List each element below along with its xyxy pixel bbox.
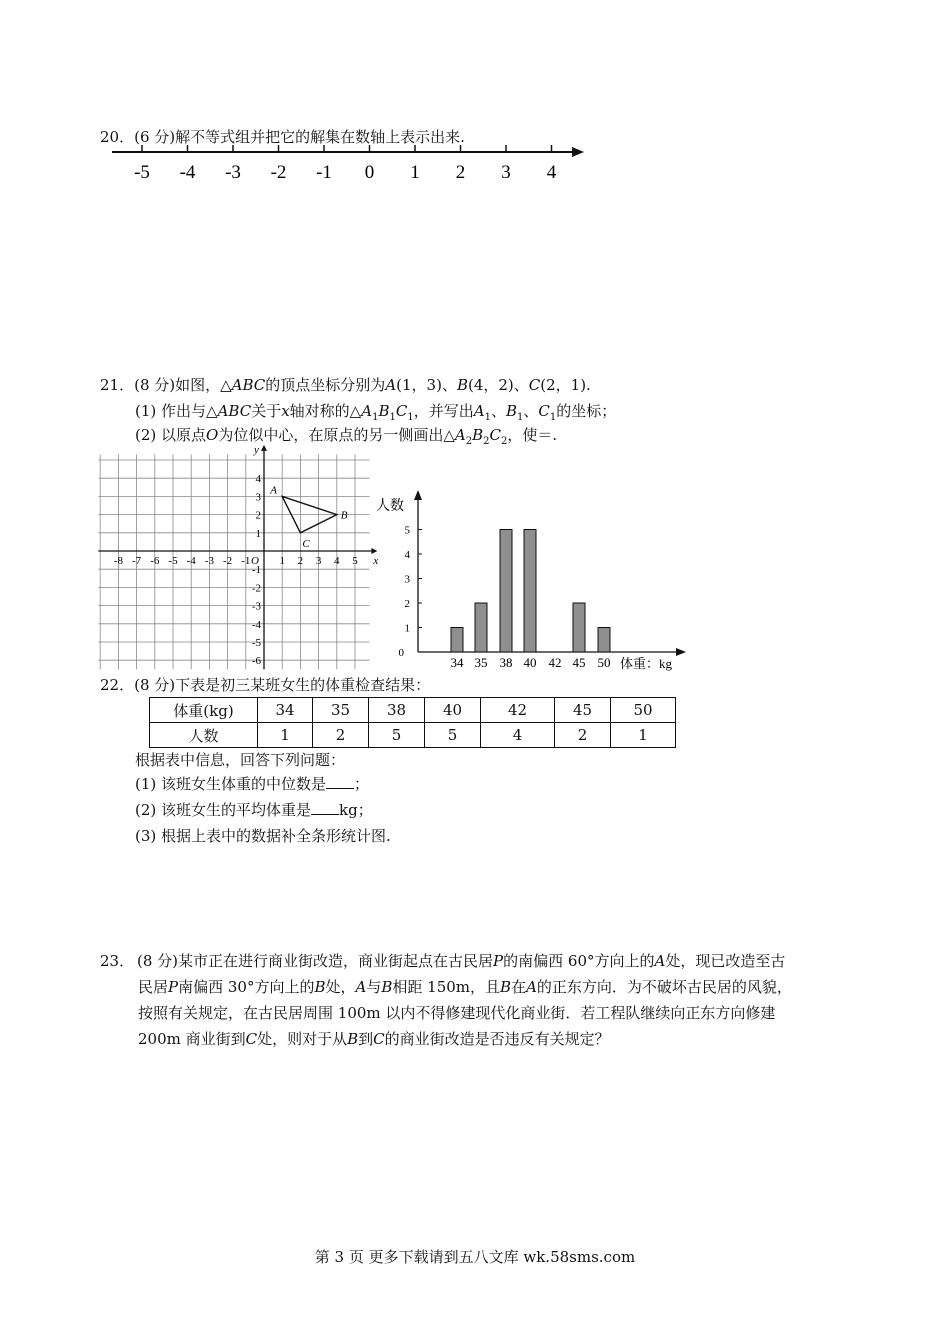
q22-intro: 根据表中信息，回答下列问题：	[135, 751, 346, 769]
table-header-count: 人数	[150, 723, 258, 748]
y-tick-label: -1	[251, 564, 261, 577]
origin-label: O	[251, 555, 259, 567]
q23-t2: 的南偏西 60°方向上的	[503, 952, 655, 970]
question-23	[138, 948, 798, 1052]
number-line-label: 4	[546, 162, 557, 183]
chart-x-label: 体重：kg	[620, 656, 673, 671]
triangle-vertex-label: A	[270, 484, 277, 497]
q23-p2: P	[168, 978, 179, 996]
q21-p2-c2: C	[489, 426, 501, 444]
table-cell: 45	[555, 698, 611, 723]
q21-p1-rb: B	[505, 402, 517, 420]
q21-p1-a1: A	[361, 402, 373, 420]
x-tick-label: -5	[168, 555, 178, 567]
q21-pc: C	[528, 376, 541, 394]
table-cell: 38	[369, 698, 425, 723]
x-tick-label: -6	[150, 555, 160, 567]
chart-y-tick-label: 2	[404, 598, 410, 610]
q22-p2-end: kg；	[339, 801, 373, 819]
q21-p1-c1: C	[395, 402, 408, 420]
number-line	[100, 140, 590, 190]
q21-p1-sub3: 1	[407, 412, 414, 423]
chart-bar	[524, 530, 536, 653]
y-tick-label: 3	[255, 491, 261, 504]
q23-score: (8 分)	[137, 952, 179, 970]
chart-bar	[598, 628, 610, 653]
x-tick-label: 2	[297, 555, 304, 567]
page-footer: 第 3 页 更多下载请到五八文库 wk.58sms.com	[314, 1248, 636, 1266]
q23-t1: 某市正在进行商业街改造，商业街起点在古民居	[178, 952, 494, 970]
chart-y-tick-label: 5	[404, 524, 410, 537]
chart-x-tick-label: 40	[523, 655, 537, 670]
q23-t12: 的商业街改造是否违反有关规定？	[384, 1030, 610, 1048]
q23-b2: B	[381, 978, 393, 996]
q23-a3: A	[526, 978, 537, 996]
q22-p1-text: (1) 该班女生体重的中位数是	[135, 775, 327, 793]
number-line-label: -4	[179, 162, 196, 183]
q21-p1-sep1: 、	[490, 402, 506, 420]
q23-t11: 到	[358, 1030, 374, 1048]
q22-part-2	[135, 799, 373, 821]
number-line-arrow-icon	[572, 147, 584, 157]
table-cell: 4	[481, 723, 555, 748]
q23-a1: A	[654, 952, 666, 970]
q21-p1-ra: A	[473, 402, 485, 420]
x-tick-label: 3	[315, 555, 322, 567]
x-tick-label: 5	[352, 555, 358, 567]
q21-abc: ABC	[231, 376, 266, 394]
y-tick-label: 4	[255, 473, 261, 486]
bar-chart	[372, 486, 692, 674]
q23-a2: A	[355, 978, 367, 996]
q23-t10: 处，则对于从	[257, 1030, 348, 1048]
q23-t8: 在	[511, 978, 527, 996]
q23-t4: 南偏西 30°方向上的	[178, 978, 315, 996]
number-line-label: 0	[364, 162, 375, 183]
q20-score: (6 分)	[134, 128, 176, 146]
y-tick-label: -3	[251, 600, 261, 613]
q23-t6: 与	[366, 978, 382, 996]
q21-p1-rsub1: 1	[484, 412, 491, 423]
q21-p2-sub2: 2	[483, 436, 490, 447]
q21-p1-sep2: 、	[523, 402, 539, 420]
q21-p2-a: (2) 以原点	[135, 426, 207, 444]
q21-p1-rc: C	[538, 402, 550, 420]
q21-p1-b1: B	[378, 402, 390, 420]
q20-number: 20．	[100, 128, 135, 146]
q23-b3: B	[500, 978, 512, 996]
q21-p2-b: 为位似中心，在原点的另一侧画出△	[218, 426, 455, 444]
q21-p1-rsub2: 1	[516, 412, 524, 423]
q21-intro-a: 如图，△	[175, 376, 232, 394]
chart-x-tick-label: 42	[548, 655, 562, 670]
q21-p1-sub2: 1	[389, 412, 396, 423]
chart-y-arrow-icon	[414, 490, 422, 500]
answer-blank[interactable]	[326, 774, 354, 789]
q21-p1-a: (1) 作出与△	[135, 402, 218, 420]
q23-b4: B	[347, 1030, 359, 1048]
x-tick-label: 4	[334, 555, 340, 567]
q23-b1: B	[314, 978, 326, 996]
y-tick-label: -6	[251, 655, 261, 668]
q21-number: 21．	[100, 376, 135, 394]
weight-table	[149, 697, 676, 748]
q21-pc-coord: (2，1).	[540, 376, 591, 394]
table-cell: 35	[313, 698, 369, 723]
triangle-vertex-label: B	[340, 509, 348, 522]
table-cell: 1	[611, 723, 676, 748]
q23-c1: C	[245, 1030, 258, 1048]
q21-p1-abc: ABC	[217, 402, 252, 420]
x-tick-label: 1	[279, 555, 285, 567]
y-tick-label: -4	[251, 618, 261, 631]
number-line-label: -3	[225, 162, 241, 183]
y-axis-arrow-icon	[261, 445, 267, 451]
x-tick-label: -3	[204, 555, 214, 567]
q22-p2-text: (2) 该班女生的平均体重是	[135, 801, 312, 819]
q21-p2-sub1: 2	[465, 436, 473, 447]
chart-x-tick-label: 38	[499, 655, 513, 670]
table-row-weights	[150, 698, 676, 723]
chart-x-tick-label: 35	[474, 655, 488, 670]
q22-score: (8 分)	[134, 676, 176, 694]
chart-bar	[451, 628, 463, 653]
chart-x-arrow-icon	[676, 648, 686, 656]
table-cell: 2	[313, 723, 369, 748]
y-tick-label: -5	[251, 637, 261, 649]
x-tick-label: -8	[113, 555, 123, 567]
q21-p2-sub3: 2	[501, 436, 508, 447]
chart-bar	[500, 530, 512, 653]
number-line-label: -2	[270, 162, 287, 183]
q21-p2-o: O	[206, 426, 219, 444]
q21-p1-x: x	[281, 402, 290, 420]
chart-y-tick-label: 0	[398, 647, 404, 659]
q21-score: (8 分)	[134, 376, 176, 394]
chart-y-tick-label: 3	[404, 573, 410, 586]
table-cell: 40	[425, 698, 481, 723]
q23-t7: 相距 150m，且	[392, 978, 501, 996]
q20-text: 解不等式组并把它的解集在数轴上表示出来.	[175, 128, 465, 146]
coordinate-grid	[98, 445, 388, 673]
y-tick-label: 1	[255, 527, 261, 540]
number-line-label: 3	[501, 162, 511, 183]
table-cell: 5	[369, 723, 425, 748]
q21-pb: B	[456, 376, 468, 394]
y-axis-label: y	[254, 445, 259, 456]
chart-x-tick-label: 34	[450, 655, 464, 670]
table-cell: 1	[258, 723, 313, 748]
answer-blank[interactable]	[311, 800, 339, 815]
q23-c2: C	[373, 1030, 385, 1048]
q21-p2-b2: B	[472, 426, 484, 444]
table-header-weight: 体重(kg)	[150, 698, 258, 723]
q21-p1-b: 关于	[251, 402, 282, 420]
table-row-counts	[150, 723, 676, 748]
q22-part-3: (3) 根据上表中的数据补全条形统计图.	[135, 827, 391, 845]
chart-y-tick-label: 4	[404, 549, 410, 561]
q23-number: 23．	[100, 952, 135, 970]
q22-text: 下表是初三某班女生的体重检查结果：	[175, 676, 431, 694]
q22-p1-end: ；	[354, 775, 370, 793]
q23-t3: 处，现已改造至古民居	[138, 952, 786, 996]
q23-t5: 处，	[325, 978, 356, 996]
q23-label	[100, 948, 134, 974]
q23-t9: 的正东方向．为不破坏古民居的风貌，按照有关规定，在古民居周围 100m 以内不得修建现代化商业街．若工程队继续向正东方向修建 200m 商业街到	[138, 978, 792, 1048]
chart-bar	[475, 603, 487, 652]
q21-p1-sub1: 1	[372, 412, 379, 423]
q21-p2-a2: A	[454, 426, 466, 444]
table-cell: 34	[258, 698, 313, 723]
x-tick-label: -1	[241, 555, 251, 567]
number-line-label: 2	[455, 162, 466, 183]
table-cell: 2	[555, 723, 611, 748]
q21-pb-coord: (4，2)、	[467, 376, 529, 394]
number-line-label: -5	[134, 162, 150, 183]
triangle-vertex-label: C	[302, 537, 310, 550]
q22-part-1	[135, 773, 369, 795]
question-21	[100, 374, 591, 396]
table-cell: 50	[611, 698, 676, 723]
q23-p1: P	[493, 952, 504, 970]
q22-number: 22．	[100, 676, 135, 694]
x-tick-label: -2	[223, 555, 233, 567]
q21-pa: A	[385, 376, 397, 394]
x-tick-label: -7	[132, 555, 142, 567]
q21-p1-rsub3: 1	[549, 412, 557, 423]
q21-pa-coord: (1，3)、	[396, 376, 457, 394]
q21-p1-d: ，并写出	[413, 402, 474, 420]
number-line-label: 1	[410, 162, 420, 183]
chart-bar	[573, 603, 585, 652]
chart-x-tick-label: 50	[597, 655, 611, 670]
question-22	[100, 674, 430, 696]
x-tick-label: -4	[186, 555, 196, 567]
number-line-label: -1	[316, 162, 332, 183]
q21-p1-c: 轴对称的△	[289, 402, 362, 420]
q21-p1-e: 的坐标；	[556, 402, 617, 420]
q21-p2-c: ，使＝.	[507, 426, 558, 444]
table-cell: 5	[425, 723, 481, 748]
y-tick-label: 2	[255, 509, 261, 522]
y-tick-label: -2	[251, 582, 261, 595]
x-axis-label: x	[373, 555, 379, 567]
chart-y-tick-label: 1	[404, 622, 410, 635]
q21-intro-b: 的顶点坐标分别为	[265, 376, 386, 394]
table-cell: 42	[481, 698, 555, 723]
chart-y-label: 人数	[376, 499, 404, 514]
chart-x-tick-label: 45	[572, 655, 586, 670]
